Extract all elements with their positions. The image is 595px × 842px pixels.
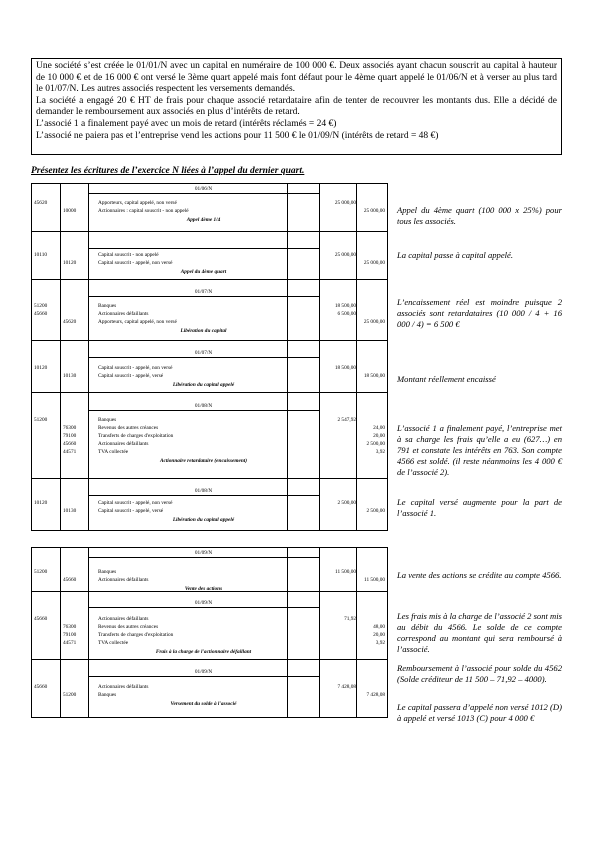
entry-date: 01/09/N [194,550,213,556]
account-label: Actionnaires défaillants [98,577,149,583]
note-capital-final: Le capital passera d’appelé non versé 1012 (D) à appelé et versé 1013 (C) pour 4 000 € [397,702,562,723]
journal-line [32,365,387,373]
journal-line [32,425,387,433]
credit-amount: 3,92 [375,449,385,455]
note-capital-appele: La capital passe à capital appelé. [397,250,514,260]
journal-table-1 [31,183,388,531]
account-label: Transferts de charges d'exploitation [98,632,174,638]
credit-amount: 3,92 [375,640,385,646]
debit-amount: 6 500,00 [337,311,356,317]
journal-line [32,319,387,327]
debit-account: 51200 [34,417,48,423]
debit-account: 10120 [34,500,48,506]
account-label: Revenus des autres créances [98,624,159,630]
statement-paragraph-2: La société a engagé 20 € HT de frais pour chaque associé retardataire afin de tenter de recouvrer les montants dus. Elle a décidé de demander le remboursement aux associés en plus d’intérêts de retard. [36,95,557,118]
note-encaissement: L’encaissement réel est moindre puisque 2 associés sont retardataires (10 000 / 4 + 16 000 / 4) = 6 500 € [397,297,562,329]
debit-amount: 2 500,00 [337,500,356,506]
entry-libelle: Actionnaire retardataire (encaissement) [159,458,248,464]
account-label: Actionnaires : capital souscrit - non appelé [98,208,189,214]
credit-amount: 25 000,00 [363,208,385,214]
exercise-statement [31,58,562,155]
journal-line [32,373,387,381]
debit-account: 51200 [34,569,48,575]
account-label: Transferts de charges d'exploitation [98,433,174,439]
account-label: Capital souscrit - appelé, non versé [98,260,173,266]
statement-paragraph-3: L’associé 1 a finalement payé avec un mois de retard (intérêts réclamés = 24 €) [36,118,337,129]
statement-paragraph-1: Une société s’est créée le 01/01/N avec un capital en numéraire de 100 000 €. Deux associés ayant chacun souscrit au capital à hauteur de 10 000 € et de 16 000 € ont versé le 3ème quart appelé mais font défaut pour le 4ème quart appelé le 01/06/N et à verser au plus tard le 01/07/N. Les autres associés respectent les versements demandés. [36,61,557,95]
credit-amount: 7 428,08 [366,692,385,698]
entry-separator [32,340,387,341]
entry-separator [32,392,387,393]
account-label: Apporteurs, capital appelé, non versé [98,200,177,206]
credit-account: 44571 [63,640,77,646]
entry-date: 01/07/N [194,350,213,356]
debit-amount: 25 000,00 [334,252,356,258]
debit-amount: 2 547,92 [337,417,356,423]
debit-account: 51200 [34,303,48,309]
date-underline [88,296,319,297]
credit-account: 45620 [63,319,77,325]
journal-line [32,500,387,508]
entry-date: 01/08/N [194,403,213,409]
statement-paragraph-4: L’associé ne paiera pas et l’entreprise vend les actions pour 11 500 € le 01/09/N (intérêts de retard = 48 €) [36,130,439,141]
journal-line [32,252,387,260]
account-label: Actionnaires défaillants [98,441,149,447]
date-underline [88,557,319,558]
date-underline [88,676,319,677]
entry-libelle: Libération du capital appelé [172,517,235,523]
journal-line [32,311,387,319]
journal-line [32,624,387,632]
credit-amount: 24,00 [373,425,385,431]
date-underline [88,607,319,608]
date-underline [88,193,319,194]
date-underline [88,495,319,496]
debit-amount: 18 500,00 [334,303,356,309]
entry-date: 01/07/N [194,289,213,295]
account-label: Banques [98,417,117,423]
note-montant-encaisse: Montant réellement encaissé [397,374,496,384]
entry-libelle: Libération du capital [180,328,227,334]
account-label: Capital souscrit - appelé, versé [98,508,164,514]
account-label: Actionnaires défaillants [98,311,149,317]
account-label: Banques [98,569,117,575]
debit-amount: 7 428,08 [337,684,356,690]
journal-table-2 [31,547,388,718]
journal-line [32,577,387,585]
credit-amount: 11 500,00 [364,577,385,583]
entry-separator [32,279,387,280]
journal-line [32,441,387,449]
credit-account: 79100 [63,433,77,439]
journal-line [32,640,387,648]
note-appel: Appel du 4ème quart (100 000 x 25%) pour tous les associés. [397,205,562,226]
debit-amount: 11 500,00 [335,569,356,575]
account-label: Capital souscrit - appelé, non versé [98,365,173,371]
credit-account: 10130 [63,373,77,379]
debit-amount: 71,92 [344,616,356,622]
entry-libelle: Vente des actions [184,586,223,592]
credit-account: 10000 [63,208,77,214]
account-label: Capital souscrit - non appelé [98,252,159,258]
entry-libelle: Libération du capital appelé [172,382,235,388]
credit-account: 10130 [63,508,77,514]
date-underline [88,410,319,411]
journal-line [32,616,387,624]
entry-date: 01/06/N [194,186,213,192]
journal-line [32,449,387,457]
entry-libelle: Appel du 4ème quart [180,269,227,275]
account-label: Actionnaires défaillants [98,616,149,622]
date-underline [88,357,319,358]
account-label: Capital souscrit - appelé, non versé [98,500,173,506]
debit-account: 10120 [34,365,48,371]
debit-account: 45620 [34,200,48,206]
note-frais-associe-2: Les frais mis à la charge de l’associé 2 sont mis au débit du 4566. Le solde de ce compte correspond au montant qui sera remboursé à l’associé. [397,611,562,654]
credit-amount: 18 500,00 [363,373,385,379]
question-heading: Présentez les écritures de l’exercice N liées à l’appel du dernier quart. [31,166,305,176]
debit-account: 45660 [34,311,48,317]
credit-account: 51200 [63,692,77,698]
credit-account: 79100 [63,632,77,638]
journal-line [32,208,387,216]
entry-date: 01/09/N [194,669,213,675]
journal-line [32,417,387,425]
note-remboursement: Remboursement à l’associé pour solde du 4562 (Solde créditeur de 11 500 – 71,92 – 4000). [397,663,562,684]
credit-amount: 25 000,00 [363,260,385,266]
debit-account: 45660 [34,684,48,690]
credit-amount: 25 000,00 [363,319,385,325]
entry-separator [32,591,387,592]
entry-separator [32,659,387,660]
date-underline [88,248,319,249]
entry-separator [32,478,387,479]
account-label: Banques [98,303,117,309]
journal-line [32,508,387,516]
entry-libelle: Frais à la charge de l'actionnaire défaillant [155,649,252,655]
entry-date: 01/08/N [194,488,213,494]
account-label: Capital souscrit - appelé, versé [98,373,164,379]
credit-amount: 2 500,00 [366,508,385,514]
debit-account: 10110 [34,252,48,258]
account-label: Actionnaires défaillants [98,684,149,690]
account-label: Revenus des autres créances [98,425,159,431]
credit-account: 76300 [63,425,77,431]
credit-account: 45660 [63,441,77,447]
account-label: TVA collectée [98,640,129,646]
journal-line [32,260,387,268]
credit-account: 10120 [63,260,77,266]
credit-account: 44571 [63,449,77,455]
account-label: Banques [98,692,117,698]
debit-amount: 25 000,00 [334,200,356,206]
journal-line [32,632,387,640]
credit-amount: 20,00 [373,632,385,638]
journal-line [32,684,387,692]
journal-line [32,433,387,441]
note-capital-verse: Le capital versé augmente pour la part de l’associé 1. [397,497,562,518]
entry-separator [32,231,387,232]
entry-libelle: Appel 4ème 1/4 [186,217,221,223]
credit-account: 45660 [63,577,77,583]
entry-date: 01/09/N [194,600,213,606]
account-label: TVA collectée [98,449,129,455]
journal-line [32,569,387,577]
note-vente-actions: La vente des actions se crédite au compte 4566. [397,570,562,580]
credit-amount: 2 500,00 [366,441,385,447]
journal-line [32,303,387,311]
credit-amount: 48,00 [373,624,385,630]
journal-line [32,692,387,700]
entry-libelle: Versement du solde à l'associé [170,701,237,707]
note-associe-1: L’associé 1 a finalement payé, l’entreprise met à sa charge les frais qu’elle a eu (627…) en 791 et constate les intérêts en 763. Son compte 4566 est soldé. (il reste néanmoins les 4 000 € de l’associé 2). [397,423,562,477]
debit-account: 45660 [34,616,48,622]
account-label: Apporteurs, capital appelé, non versé [98,319,177,325]
credit-amount: 20,00 [373,433,385,439]
debit-amount: 18 500,00 [334,365,356,371]
journal-line [32,200,387,208]
credit-account: 76300 [63,624,77,630]
